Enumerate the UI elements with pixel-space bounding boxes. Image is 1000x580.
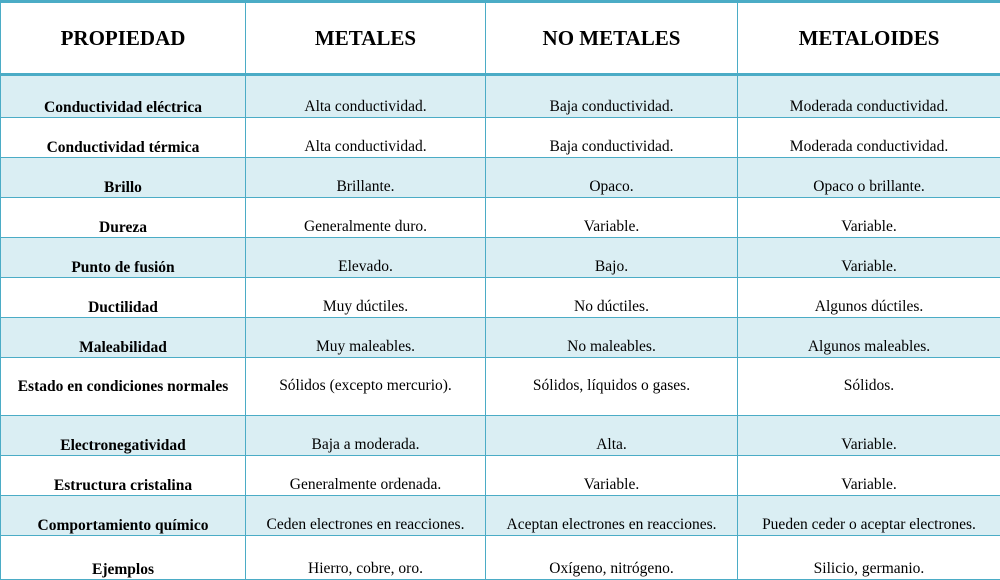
- no-metales-cell: Sólidos, líquidos o gases.: [486, 358, 738, 416]
- metaloides-cell: Algunos maleables.: [738, 318, 1000, 358]
- metales-cell: Muy dúctiles.: [246, 278, 486, 318]
- metales-cell: Sólidos (excepto mercurio).: [246, 358, 486, 416]
- no-metales-cell: Aceptan electrones en reacciones.: [486, 496, 738, 536]
- metales-cell: Muy maleables.: [246, 318, 486, 358]
- property-cell: Conductividad eléctrica: [1, 75, 246, 118]
- table-row: [1, 238, 1000, 278]
- metaloides-cell: Moderada conductividad.: [738, 118, 1000, 158]
- metales-cell: Alta conductividad.: [246, 75, 486, 118]
- no-metales-cell: No maleables.: [486, 318, 738, 358]
- no-metales-cell: Opaco.: [486, 158, 738, 198]
- no-metales-cell: No dúctiles.: [486, 278, 738, 318]
- property-cell: Brillo: [1, 158, 246, 198]
- table-row: [1, 416, 1000, 456]
- metaloides-cell: Moderada conductividad.: [738, 75, 1000, 118]
- table-row: [1, 158, 1000, 198]
- header-metaloides: METALOIDES: [738, 2, 1000, 75]
- metales-cell: Elevado.: [246, 238, 486, 278]
- table-row: [1, 278, 1000, 318]
- metaloides-cell: Variable.: [738, 238, 1000, 278]
- property-cell: Maleabilidad: [1, 318, 246, 358]
- metales-cell: Alta conductividad.: [246, 118, 486, 158]
- header-metales: METALES: [246, 2, 486, 75]
- metales-cell: Hierro, cobre, oro.: [246, 536, 486, 580]
- no-metales-cell: Variable.: [486, 198, 738, 238]
- metaloides-cell: Pueden ceder o aceptar electrones.: [738, 496, 1000, 536]
- metales-cell: Baja a moderada.: [246, 416, 486, 456]
- property-cell: Dureza: [1, 198, 246, 238]
- property-cell: Conductividad térmica: [1, 118, 246, 158]
- metales-cell: Ceden electrones en reacciones.: [246, 496, 486, 536]
- no-metales-cell: Oxígeno, nitrógeno.: [486, 536, 738, 580]
- header-row: [1, 2, 1000, 75]
- table-row: [1, 358, 1000, 416]
- property-cell: Estado en condiciones normales: [1, 358, 246, 416]
- table-row: [1, 198, 1000, 238]
- metaloides-cell: Algunos dúctiles.: [738, 278, 1000, 318]
- metales-cell: Generalmente ordenada.: [246, 456, 486, 496]
- table-row: [1, 496, 1000, 536]
- property-cell: Ejemplos: [1, 536, 246, 580]
- property-cell: Comportamiento químico: [1, 496, 246, 536]
- no-metales-cell: Variable.: [486, 456, 738, 496]
- table-row: [1, 318, 1000, 358]
- no-metales-cell: Alta.: [486, 416, 738, 456]
- metaloides-cell: Sólidos.: [738, 358, 1000, 416]
- property-cell: Electronegatividad: [1, 416, 246, 456]
- table-row: [1, 536, 1000, 580]
- metaloides-cell: Variable.: [738, 416, 1000, 456]
- table-row: [1, 456, 1000, 496]
- metales-cell: Brillante.: [246, 158, 486, 198]
- no-metales-cell: Baja conductividad.: [486, 118, 738, 158]
- no-metales-cell: Bajo.: [486, 238, 738, 278]
- table-row: [1, 75, 1000, 118]
- table-header: [1, 2, 1000, 75]
- property-cell: Estructura cristalina: [1, 456, 246, 496]
- property-cell: Ductilidad: [1, 278, 246, 318]
- metaloides-cell: Opaco o brillante.: [738, 158, 1000, 198]
- no-metales-cell: Baja conductividad.: [486, 75, 738, 118]
- metaloides-cell: Variable.: [738, 198, 1000, 238]
- property-cell: Punto de fusión: [1, 238, 246, 278]
- metaloides-cell: Silicio, germanio.: [738, 536, 1000, 580]
- metaloides-cell: Variable.: [738, 456, 1000, 496]
- header-no-metales: NO METALES: [486, 2, 738, 75]
- header-propiedad: PROPIEDAD: [1, 2, 246, 75]
- table-row: [1, 118, 1000, 158]
- metales-cell: Generalmente duro.: [246, 198, 486, 238]
- table-body: [1, 75, 1000, 580]
